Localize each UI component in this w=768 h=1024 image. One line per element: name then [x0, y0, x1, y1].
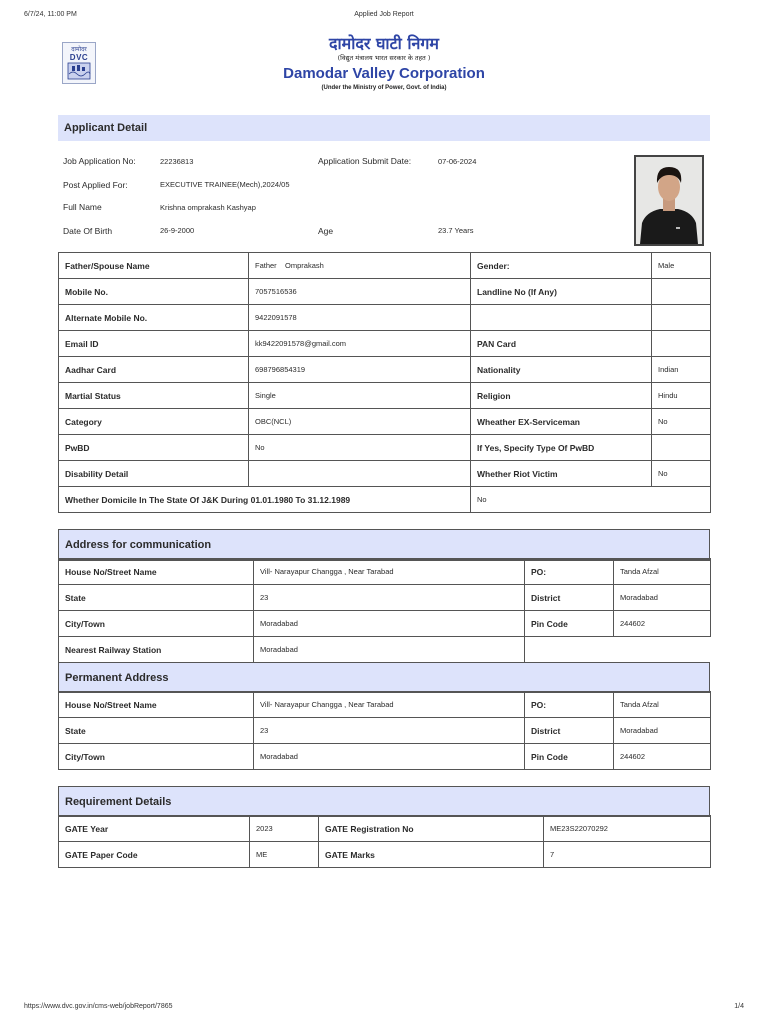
alt-mobile-label: Alternate Mobile No. [59, 305, 249, 331]
mobile-label: Mobile No. [59, 279, 249, 305]
disability-value [249, 461, 471, 487]
perm-address-title: Permanent Address [65, 671, 169, 684]
perm-house-value: Vill- Narayapur Changga , Near Tarabad [254, 692, 525, 718]
landline-value [652, 279, 711, 305]
age-value: 23.7 Years [438, 226, 474, 235]
empty-cell [525, 637, 711, 663]
pwbd-type-value [652, 435, 711, 461]
aadhar-value: 698796854319 [249, 357, 471, 383]
father-relation-value: Father [255, 261, 277, 270]
table-row [59, 637, 711, 663]
table-row [59, 611, 711, 637]
father-name-label: Father/Spouse Name [59, 253, 249, 279]
table-row [59, 692, 711, 718]
perm-pin-value: 244602 [614, 744, 711, 770]
table-row [59, 842, 711, 868]
post-label: Post Applied For: [63, 180, 128, 190]
perm-po-value: Tanda Afzal [614, 692, 711, 718]
comm-address-title: Address for communication [65, 538, 212, 551]
table-row [59, 253, 711, 279]
job-app-no-value: 22236813 [160, 157, 194, 166]
requirement-section [58, 786, 710, 817]
age-label: Age [318, 226, 334, 236]
alt-mobile-value: 9422091578 [249, 305, 471, 331]
address-section [58, 529, 710, 561]
perm-city-label: City/Town [59, 744, 254, 770]
person-photo-icon [636, 157, 702, 244]
perm-pin-label: Pin Code [525, 744, 614, 770]
marital-value: Single [249, 383, 471, 409]
applicant-detail-header [58, 115, 710, 141]
print-footer [24, 1003, 744, 1015]
riot-victim-value: No [652, 461, 711, 487]
perm-address-header [59, 663, 709, 693]
org-ministry: (Under the Ministry of Power, Govt. of India) [321, 85, 447, 91]
requirement-title: Requirement Details [65, 795, 172, 808]
table-row [59, 585, 711, 611]
table-row [59, 559, 711, 585]
pin-value: 244602 [614, 611, 711, 637]
state-value: 23 [254, 585, 525, 611]
domicile-value: No [471, 487, 711, 513]
gate-year-value: 2023 [250, 816, 319, 842]
perm-district-value: Moradabad [614, 718, 711, 744]
ex-serviceman-value: No [652, 409, 711, 435]
gender-label: Gender: [471, 253, 652, 279]
comm-address-header [59, 530, 709, 560]
pwbd-value: No [249, 435, 471, 461]
father-name-cell [249, 253, 471, 279]
table-row [59, 744, 711, 770]
perm-house-label: House No/Street Name [59, 692, 254, 718]
submit-date-value: 07-06-2024 [438, 157, 477, 166]
applicant-detail-title: Applicant Detail [64, 122, 148, 134]
house-label: House No/Street Name [59, 559, 254, 585]
personal-details-table [58, 252, 711, 513]
dob-label: Date Of Birth [63, 226, 113, 236]
gate-paper-label: GATE Paper Code [59, 842, 250, 868]
email-label: Email ID [59, 331, 249, 357]
post-value: EXECUTIVE TRAINEE(Mech),2024/05 [160, 180, 290, 189]
requirement-table [58, 815, 711, 868]
empty-cell [471, 305, 652, 331]
pin-label: Pin Code [525, 611, 614, 637]
logo-dvc-text: DVC [69, 53, 89, 62]
perm-state-value: 23 [254, 718, 525, 744]
pwbd-label: PwBD [59, 435, 249, 461]
submit-date-label: Application Submit Date: [318, 156, 412, 166]
gate-reg-value: ME23S22070292 [544, 816, 711, 842]
category-label: Category [59, 409, 249, 435]
page-url: https://www.dvc.gov.in/cms-web/jobReport/7865 [24, 1003, 173, 1010]
page-number: 1/4 [734, 1003, 744, 1010]
landline-label: Landline No (If Any) [471, 279, 652, 305]
print-title: Applied Job Report [354, 11, 414, 18]
comm-address-table [58, 558, 711, 663]
state-label: State [59, 585, 254, 611]
print-datetime: 6/7/24, 11:00 PM [24, 11, 77, 18]
perm-address-table [58, 691, 711, 770]
pwbd-type-label: If Yes, Specify Type Of PwBD [471, 435, 652, 461]
job-app-no-label: Job Application No: [63, 156, 136, 166]
table-row [59, 487, 711, 513]
house-value: Vill- Narayapur Changga , Near Tarabad [254, 559, 525, 585]
gate-paper-value: ME [250, 842, 319, 868]
category-value: OBC(NCL) [249, 409, 471, 435]
gate-year-label: GATE Year [59, 816, 250, 842]
nationality-label: Nationality [471, 357, 652, 383]
table-row [59, 409, 711, 435]
org-name: Damodar Valley Corporation [283, 65, 485, 82]
disability-label: Disability Detail [59, 461, 249, 487]
gate-marks-value: 7 [544, 842, 711, 868]
gate-marks-label: GATE Marks [319, 842, 544, 868]
pan-value [652, 331, 711, 357]
po-value: Tanda Afzal [614, 559, 711, 585]
father-name-value: Omprakash [285, 261, 324, 270]
table-row [59, 435, 711, 461]
po-label: PO: [525, 559, 614, 585]
table-row [59, 357, 711, 383]
perm-city-value: Moradabad [254, 744, 525, 770]
railway-label: Nearest Railway Station [59, 637, 254, 663]
table-row [59, 816, 711, 842]
logo-hindi-text: दामोदर [71, 46, 87, 53]
email-value: kk9422091578@gmail.com [249, 331, 471, 357]
empty-cell [652, 305, 711, 331]
gate-reg-label: GATE Registration No [319, 816, 544, 842]
perm-district-label: District [525, 718, 614, 744]
religion-label: Religion [471, 383, 652, 409]
nationality-value: Indian [652, 357, 711, 383]
district-label: District [525, 585, 614, 611]
mobile-value: 7057516536 [249, 279, 471, 305]
org-name-hindi: दामोदर घाटी निगम [329, 34, 439, 53]
ex-serviceman-label: Wheather EX-Serviceman [471, 409, 652, 435]
riot-victim-label: Whether Riot Victim [471, 461, 652, 487]
full-name-value: Krishna omprakash Kashyap [160, 203, 256, 212]
table-row [59, 279, 711, 305]
table-row [59, 461, 711, 487]
table-row [59, 305, 711, 331]
table-row [59, 331, 711, 357]
pan-label: PAN Card [471, 331, 652, 357]
religion-value: Hindu [652, 383, 711, 409]
dob-value: 26-9-2000 [160, 226, 195, 235]
table-row [59, 383, 711, 409]
perm-state-label: State [59, 718, 254, 744]
railway-value: Moradabad [254, 637, 525, 663]
perm-address-section [58, 662, 710, 693]
marital-label: Martial Status [59, 383, 249, 409]
aadhar-label: Aadhar Card [59, 357, 249, 383]
org-subtitle-hindi: (विद्युत मंत्रालय भारत सरकार के तहत ) [337, 54, 431, 62]
perm-po-label: PO: [525, 692, 614, 718]
print-header [24, 11, 744, 23]
table-row [59, 718, 711, 744]
district-value: Moradabad [614, 585, 711, 611]
requirement-header [59, 787, 709, 817]
applicant-photo [634, 155, 704, 246]
city-value: Moradabad [254, 611, 525, 637]
city-label: City/Town [59, 611, 254, 637]
gender-value: Male [652, 253, 711, 279]
domicile-label: Whether Domicile In The State Of J&K During 01.01.1980 To 31.12.1989 [59, 487, 471, 513]
full-name-label: Full Name [63, 202, 102, 212]
